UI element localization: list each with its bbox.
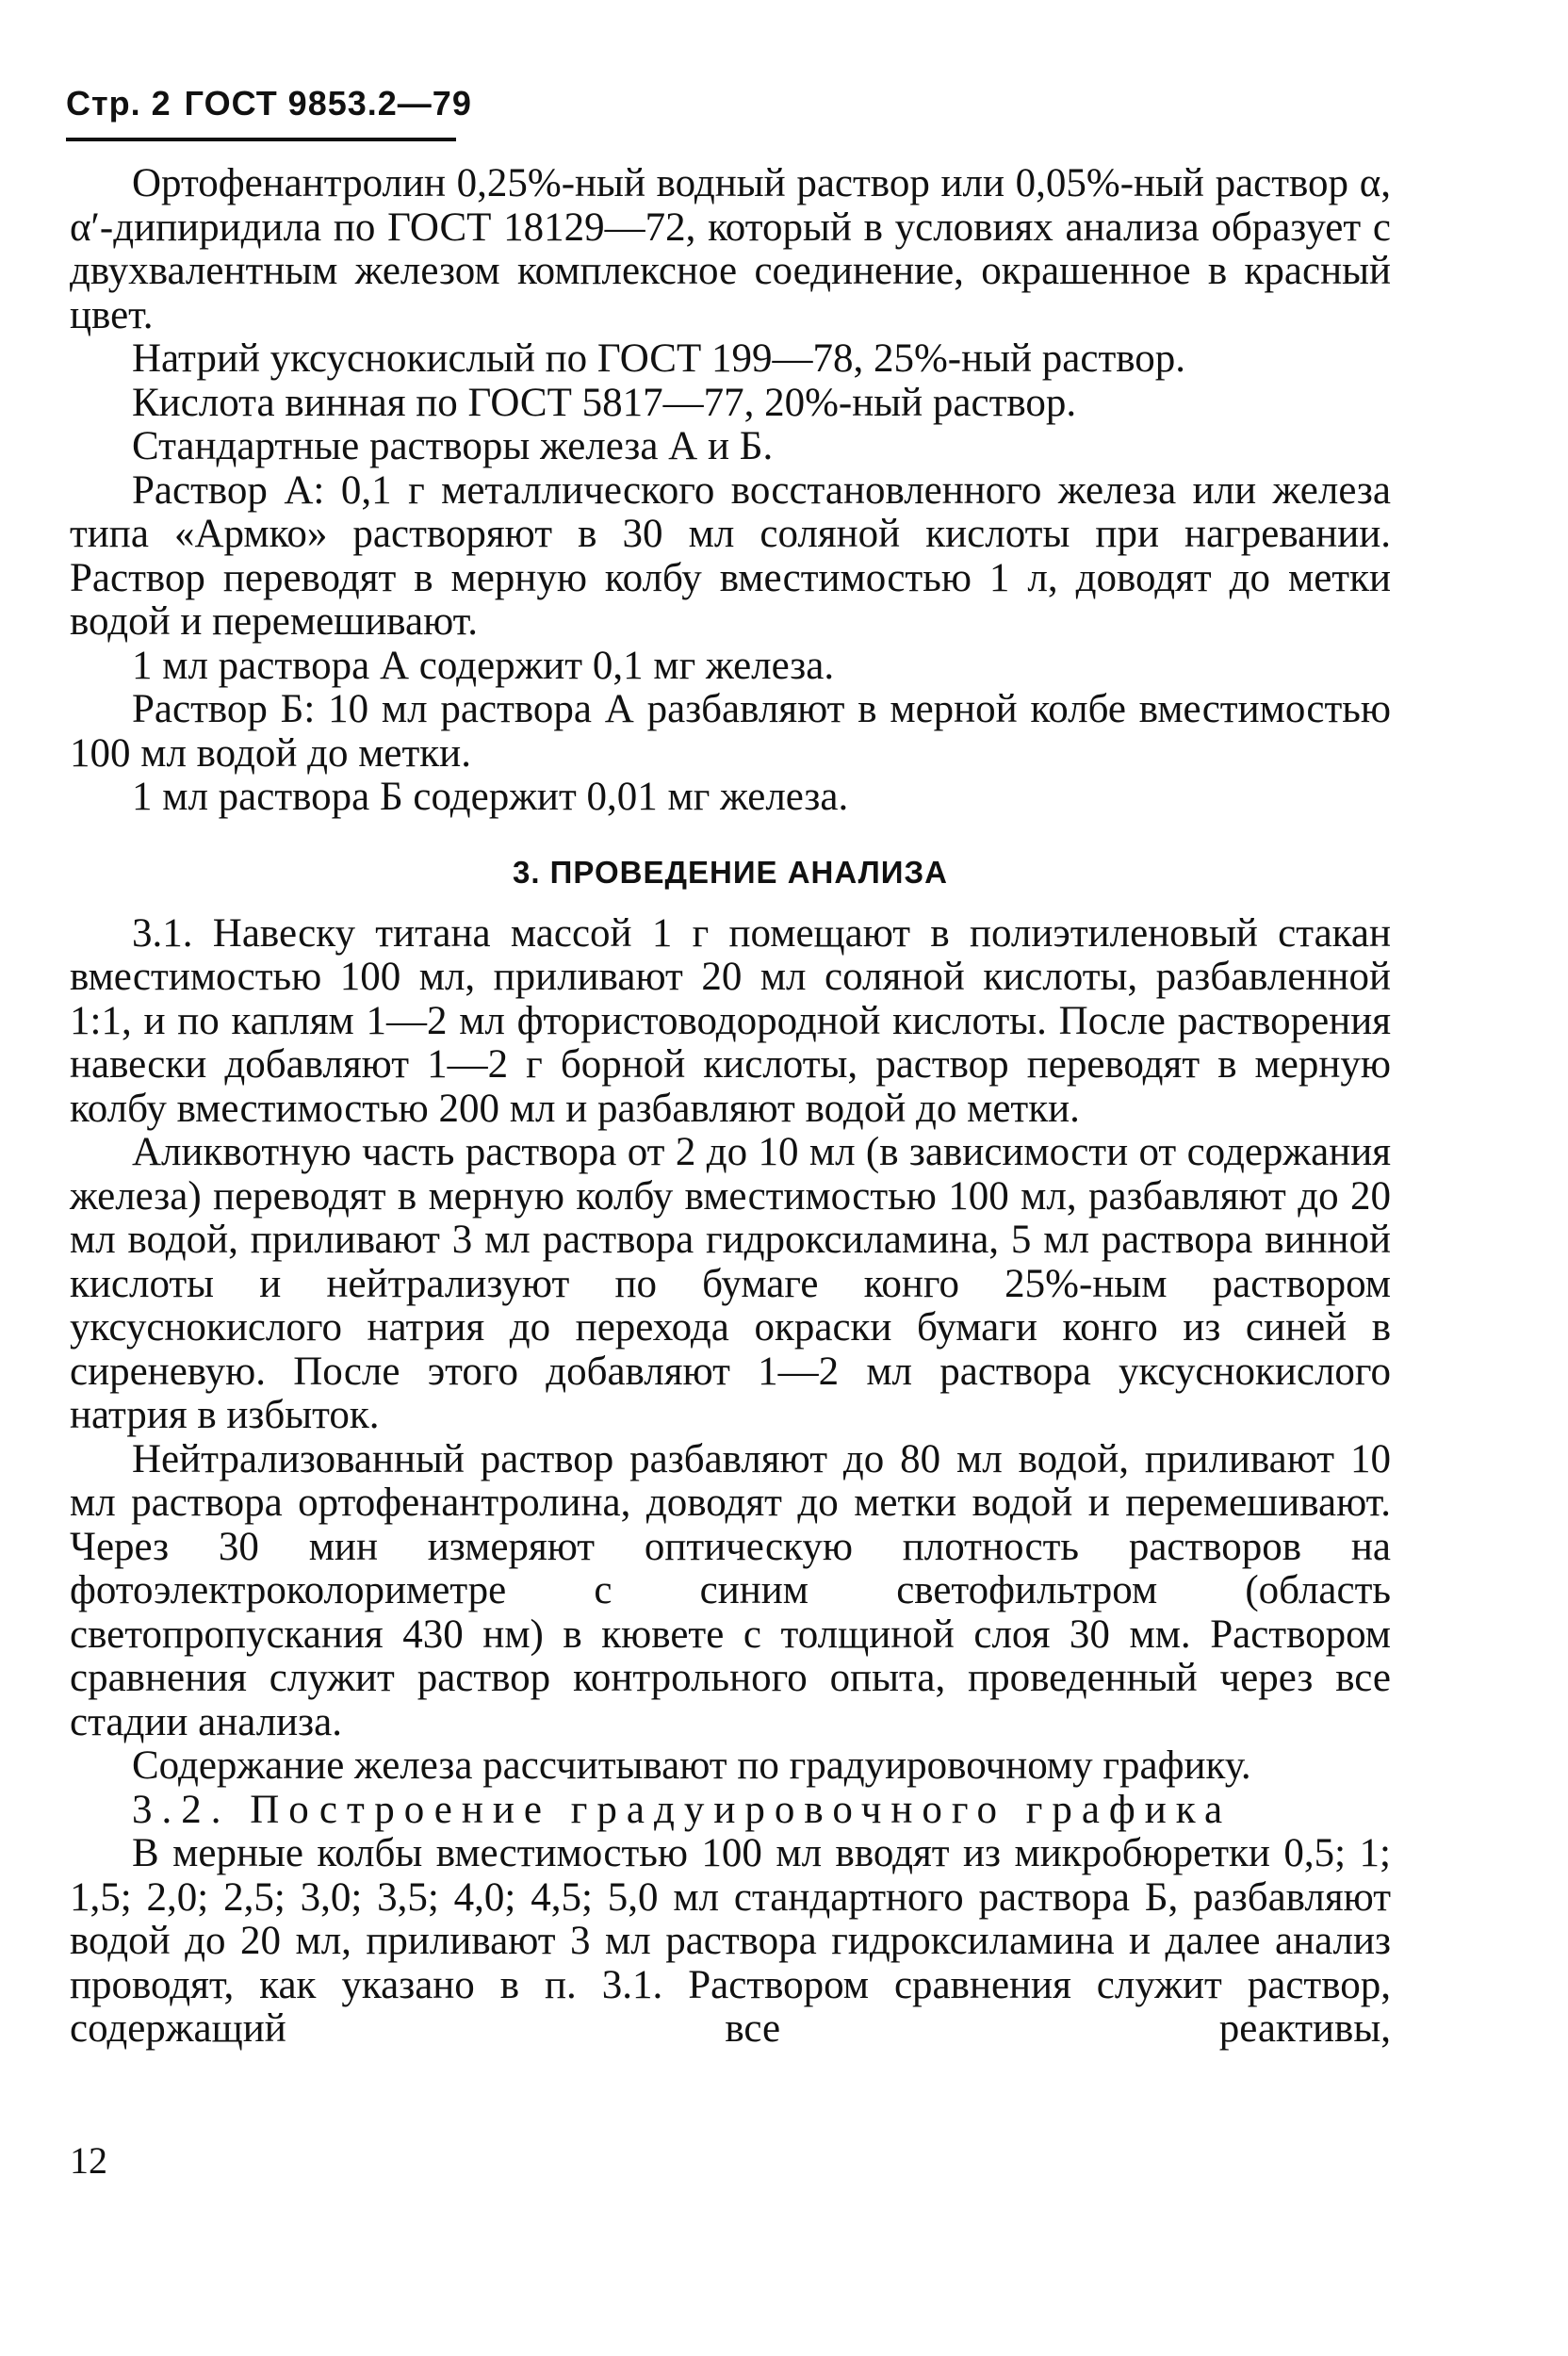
paragraph-sodium-acetate: Натрий уксуснокислый по ГОСТ 199—78, 25%-ный раствор. <box>132 336 1185 381</box>
paragraph-3-2: В мерные колбы вместимостью 100 мл вводят из микробюретки 0,5; 1; 1,5; 2,0; 2,5; 3,0; 3,5; 4,0; 4,5; 5,0 мл стандартного раствора Б, разбавляют водой до 20 мл, приливают 3 мл раствора гидроксиламина и далее анализ проводят, как указано в п. 3.1. Раствором сравнения служит раствор, содержащий все реактивы, <box>70 1831 1391 2051</box>
paragraph-3-1: 3.1. Навеску титана массой 1 г помещают в полиэтиленовый стакан вместимостью 100 мл, приливают 20 мл соляной кислоты, разбавленной 1:1, и по каплям 1—2 мл фтористоводородной кислоты. После растворения навески добавляют 1—2 г борной кислоты, раствор переводят в мерную колбу вместимостью 200 мл и разбавляют водой до метки. <box>70 910 1391 1131</box>
paragraph-tartaric-acid: Кислота винная по ГОСТ 5817—77, 20%-ный раствор. <box>132 380 1077 425</box>
document-body <box>70 162 1391 2052</box>
page-header <box>66 83 485 124</box>
paragraph-orthophenanthroline: Ортофенантролин 0,25%-ный водный раствор или 0,05%-ный раствор α, α′-дипиридила по ГОСТ 18129—72, который в условиях анализа образует с двухвалентным железом комплексное соединение, окрашенное в красный цвет. <box>70 161 1391 337</box>
paragraph-iron-content: Содержание железа рассчитывают по градуировочному графику. <box>132 1743 1251 1788</box>
section-title: 3. ПРОВЕДЕНИЕ АНАЛИЗА <box>512 854 949 890</box>
paragraph-solution-b: Раствор Б: 10 мл раствора А разбавляют в мерной колбе вместимостью 100 мл водой до метки. <box>70 687 1391 776</box>
paragraph-solution-a-content: 1 мл раствора А содержит 0,1 мг железа. <box>132 643 835 688</box>
paragraph-solution-a: Раствор А: 0,1 г металлического восстановленного железа или железа типа «Армко» растворяют в 30 мл соляной кислоты при нагревании. Раствор переводят в мерную колбу вместимостью 1 л, доводят до метки водой и перемешивают. <box>70 467 1391 644</box>
subsection-title: 3.2. Построение градуировочного графика <box>132 1787 1233 1832</box>
page-label: Стр. 2 <box>66 84 172 123</box>
paragraph-aliquot: Аликвотную часть раствора от 2 до 10 мл (в зависимости от содержания железа) переводят в мерную колбу вместимостью 100 мл, разбавляют до 20 мл водой, приливают 3 мл раствора гидроксиламина, 5 мл раствора винной кислоты и нейтрализуют по бумаге конго 25%-ным раствором уксуснокислого натрия до перехода окраски бумаги конго из синей в сиреневую. После этого добавляют 1—2 мл раствора уксуснокислого натрия в избыток. <box>70 1130 1391 1437</box>
page-number: 12 <box>70 2139 107 2182</box>
paragraph-solution-b-content: 1 мл раствора Б содержит 0,01 мг железа. <box>132 775 849 819</box>
standard-number: ГОСТ 9853.2—79 <box>184 84 472 123</box>
header-rule <box>66 138 456 141</box>
paragraph-standard-solutions: Стандартные растворы железа А и Б. <box>132 424 774 468</box>
paragraph-neutralized: Нейтрализованный раствор разбавляют до 80 мл водой, приливают 10 мл раствора ортофенантролина, доводят до метки водой и перемешивают. Через 30 мин измеряют оптическую плотность растворов на фотоэлектроколориметре с синим светофильтром (область светопропускания 430 нм) в кювете с толщиной слоя 30 мм. Раствором сравнения служит раствор контрольного опыта, проведенный через все стадии анализа. <box>70 1436 1391 1744</box>
